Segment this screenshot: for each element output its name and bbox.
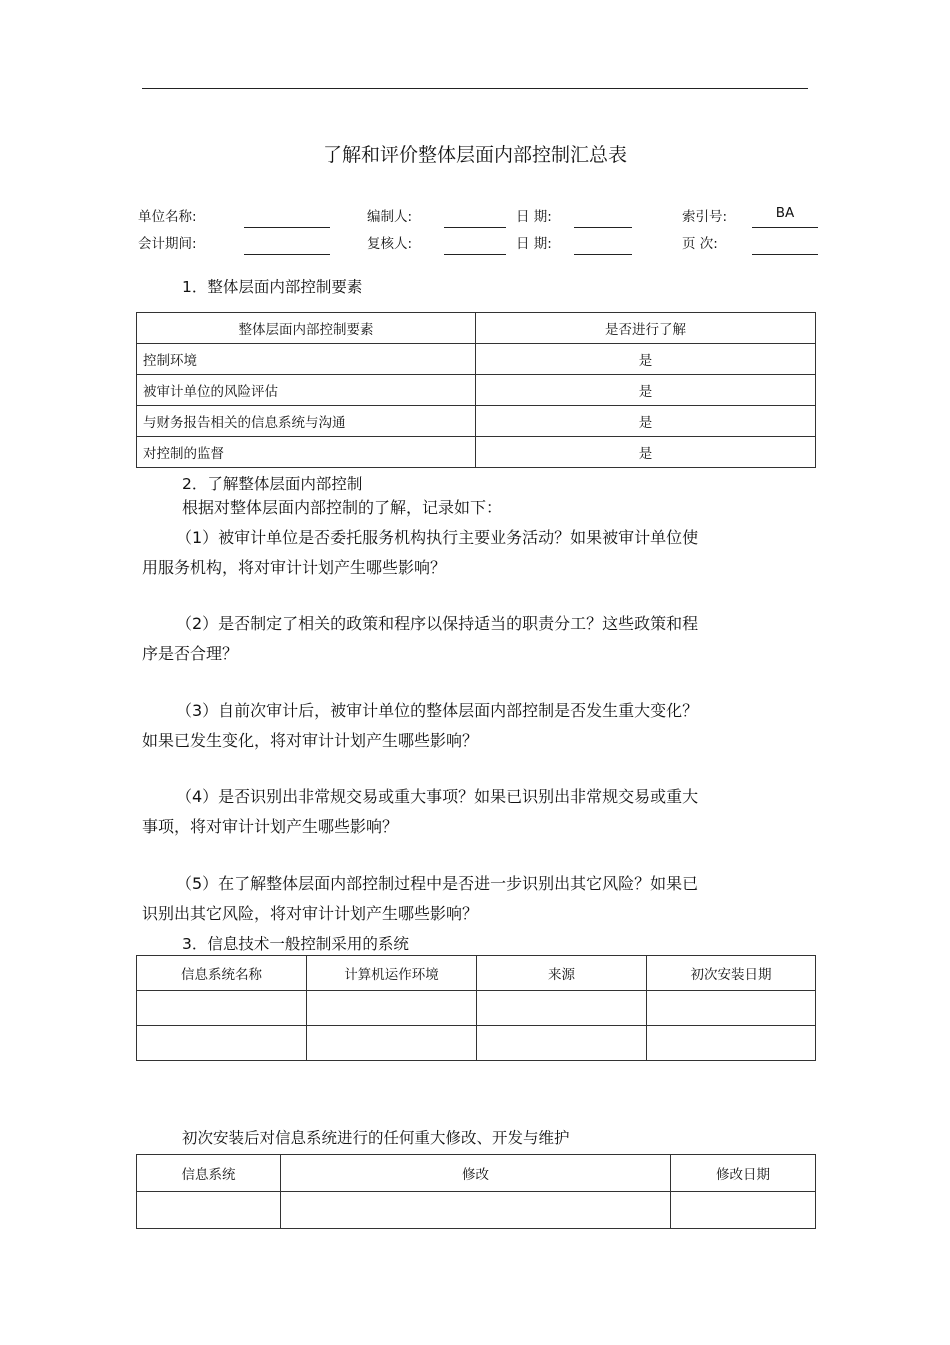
section2-heading: 2．了解整体层面内部控制 xyxy=(182,475,363,493)
table-row xyxy=(137,1192,816,1229)
column-header: 修改日期 xyxy=(671,1155,816,1192)
date-label-1: 日 期: xyxy=(516,209,552,225)
question-1-line2: 用服务机构，将对审计计划产生哪些影响？ xyxy=(142,558,447,577)
index-label: 索引号: xyxy=(682,209,728,225)
table-row xyxy=(137,1026,816,1061)
section1-heading: 1．整体层面内部控制要素 xyxy=(182,278,363,296)
question-3-line1: （3）自前次审计后，被审计单位的整体层面内部控制是否发生重大变化？ xyxy=(176,701,699,720)
empty-cell[interactable] xyxy=(477,1026,647,1061)
index-field[interactable] xyxy=(752,227,818,228)
empty-cell[interactable] xyxy=(307,1026,477,1061)
understood-cell: 是 xyxy=(476,437,816,468)
question-2-line2: 序是否合理？ xyxy=(142,644,239,663)
empty-cell[interactable] xyxy=(477,991,647,1026)
table-row xyxy=(137,991,816,1026)
question-3-line2: 如果已发生变化，将对审计计划产生哪些影响？ xyxy=(142,731,479,750)
period-label: 会计期间: xyxy=(138,236,197,252)
page-field[interactable] xyxy=(752,254,818,255)
table-row xyxy=(137,437,816,468)
empty-cell[interactable] xyxy=(137,991,307,1026)
section3-heading: 3．信息技术一般控制采用的系统 xyxy=(182,935,409,953)
question-5-line1: （5）在了解整体层面内部控制过程中是否进一步识别出其它风险？如果已 xyxy=(176,874,699,893)
empty-cell[interactable] xyxy=(671,1192,816,1229)
empty-cell[interactable] xyxy=(281,1192,671,1229)
date-field-2[interactable] xyxy=(574,254,632,255)
section2-intro: 根据对整体层面内部控制的了解，记录如下： xyxy=(182,498,503,517)
question-4-line1: （4）是否识别出非常规交易或重大事项？如果已识别出非常规交易或重大 xyxy=(176,787,699,806)
element-cell: 与财务报告相关的信息系统与沟通 xyxy=(137,406,476,437)
reviewer-label: 复核人: xyxy=(367,236,413,252)
table-row xyxy=(137,406,816,437)
index-value: BA xyxy=(775,205,795,221)
unit-name-label: 单位名称: xyxy=(138,209,197,225)
column-header: 信息系统 xyxy=(137,1155,281,1192)
question-5-line2: 识别出其它风险，将对审计计划产生哪些影响？ xyxy=(142,904,479,923)
section4-heading: 初次安装后对信息系统进行的任何重大修改、开发与维护 xyxy=(182,1129,570,1147)
preparer-field[interactable] xyxy=(444,227,506,228)
empty-cell[interactable] xyxy=(647,1026,816,1061)
column-header: 来源 xyxy=(477,956,647,991)
understood-cell: 是 xyxy=(476,344,816,375)
control-elements-table xyxy=(136,312,816,468)
column-header: 信息系统名称 xyxy=(137,956,307,991)
reviewer-field[interactable] xyxy=(444,254,506,255)
unit-name-field[interactable] xyxy=(244,227,330,228)
it-systems-table xyxy=(136,955,816,1061)
column-header: 初次安装日期 xyxy=(647,956,816,991)
table-header-row xyxy=(137,956,816,991)
understood-cell: 是 xyxy=(476,406,816,437)
preparer-label: 编制人: xyxy=(367,209,413,225)
element-cell: 控制环境 xyxy=(137,344,476,375)
empty-cell[interactable] xyxy=(137,1192,281,1229)
column-header: 修改 xyxy=(281,1155,671,1192)
column-header: 是否进行了解 xyxy=(476,313,816,344)
question-4-line2: 事项，将对审计计划产生哪些影响？ xyxy=(142,817,399,836)
date-label-2: 日 期: xyxy=(516,236,552,252)
date-field-1[interactable] xyxy=(574,227,632,228)
system-modifications-table xyxy=(136,1154,816,1229)
empty-cell[interactable] xyxy=(137,1026,307,1061)
table-row xyxy=(137,344,816,375)
element-cell: 对控制的监督 xyxy=(137,437,476,468)
table-header-row xyxy=(137,1155,816,1192)
question-1-line1: （1）被审计单位是否委托服务机构执行主要业务活动？如果被审计单位使 xyxy=(176,528,699,547)
column-header: 整体层面内部控制要素 xyxy=(137,313,476,344)
empty-cell[interactable] xyxy=(647,991,816,1026)
column-header: 计算机运作环境 xyxy=(307,956,477,991)
period-field[interactable] xyxy=(244,254,330,255)
page-title: 了解和评价整体层面内部控制汇总表 xyxy=(322,144,627,166)
top-rule xyxy=(142,88,808,89)
understood-cell: 是 xyxy=(476,375,816,406)
page-label: 页 次: xyxy=(682,236,718,252)
table-row xyxy=(137,375,816,406)
question-2-line1: （2）是否制定了相关的政策和程序以保持适当的职责分工？这些政策和程 xyxy=(176,614,699,633)
table-header-row xyxy=(137,313,816,344)
element-cell: 被审计单位的风险评估 xyxy=(137,375,476,406)
empty-cell[interactable] xyxy=(307,991,477,1026)
